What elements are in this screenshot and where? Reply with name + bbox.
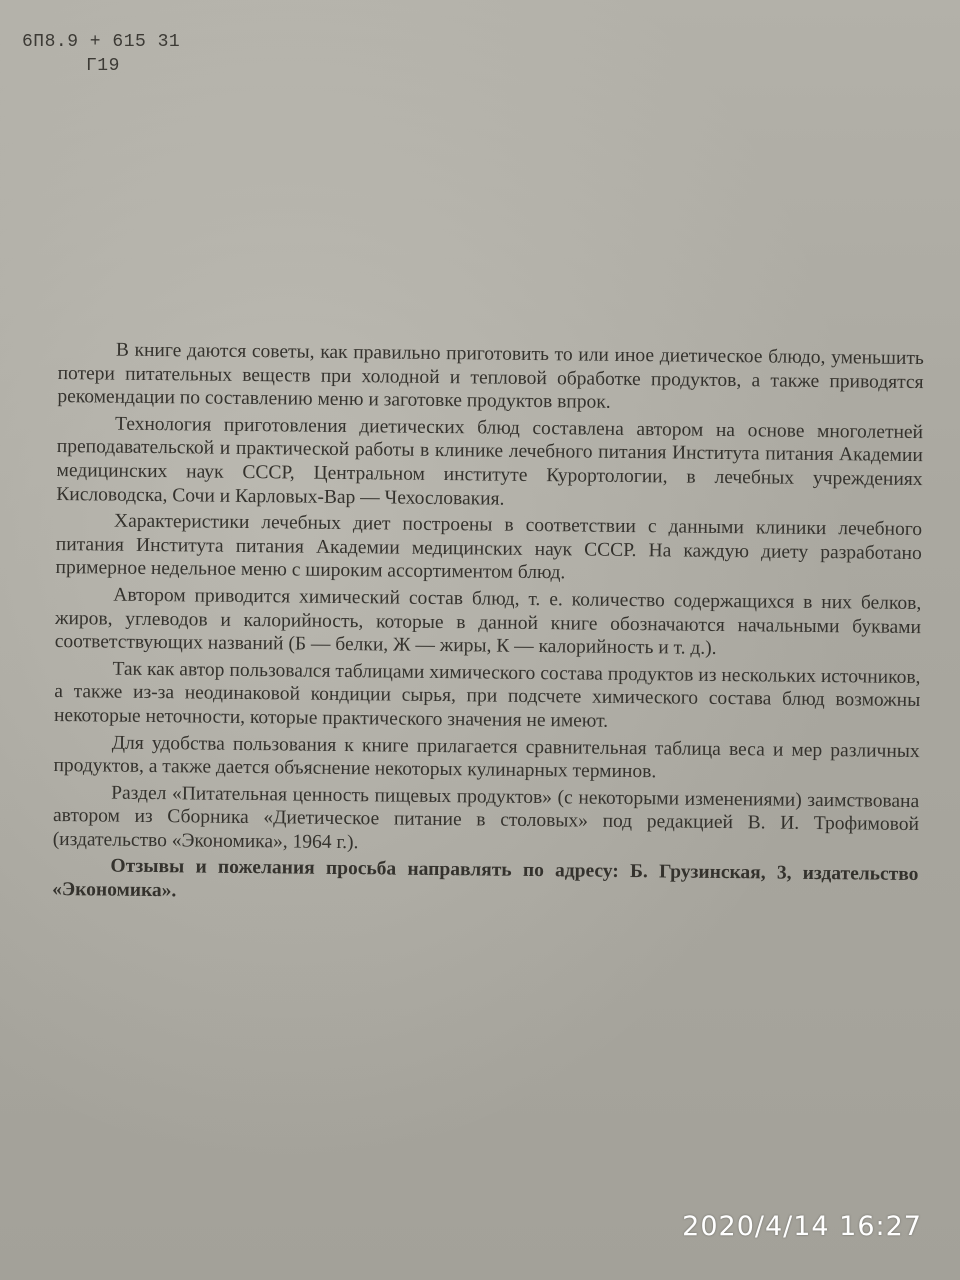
annotation-paragraph: В книге даются советы, как правильно приготовить то или иное диетическое блюдо, уменьшить потери питательных веществ при холодной и тепловой обработке продуктов, а также приводятся рекомендации по составлению меню и заготовке продуктов впрок. [57, 339, 924, 413]
annotation-paragraph: Отзывы и пожелания просьба направлять по адресу: Б. Грузинская, 3, издательство «Экономика». [52, 856, 919, 902]
annotation-paragraph: Так как автор пользовался таблицами химического состава продуктов из нескольких источников, а также из-за неодинаковой кондиции сырья, при подсчете химического состава блюд возможны некоторые неточности, которые практического значения не имеют. [53, 658, 921, 732]
annotation-paragraph: Характеристики лечебных диет построены в соответствии с данными клиники лечебного питания Института питания Академии медицинских наук СССР. На каждую диету разработано примерное недельное меню с широким ассортиментом блюд. [55, 510, 923, 584]
classification-line-1: 6П8.9 + 615 31 [22, 32, 181, 52]
book-annotation [52, 338, 924, 914]
annotation-paragraph: Для удобства пользования к книге прилагается сравнительная таблица веса и мер различных продуктов, а также дается объяснение некоторых кулинарных терминов. [53, 732, 920, 783]
library-classification-code [22, 30, 180, 78]
photo-timestamp: 2020/4/14 16:27 [682, 1211, 922, 1242]
annotation-paragraph: Автором приводится химический состав блюд, т. е. количество содержащихся в них белков, жиров, углеводов и калорийность, которые в данной книге обозначаются начальными буквами соответствующих названий (Б — белки, Ж — жиры, К — калорийность и т. д.). [54, 584, 922, 660]
classification-line-2: Г19 [86, 56, 120, 76]
annotation-paragraph: Раздел «Питательная ценность пищевых продуктов» (с некоторыми изменениями) заимствована автором из Сборника «Диетическое питание в столовых» под редакцией В. И. Трофимовой (издательство «Экономика», 1964 г.). [52, 782, 920, 854]
annotation-paragraph: Технология приготовления диетических блюд составлена автором на основе многолетней преподавательской и практической работы в клинике лечебного питания Института питания Академии медицинских наук СССР, Центральном институте Курортологии, в лечебных учреждениях Кисловодска, Сочи и Карловых-Вар — Чехословакия. [56, 413, 924, 510]
